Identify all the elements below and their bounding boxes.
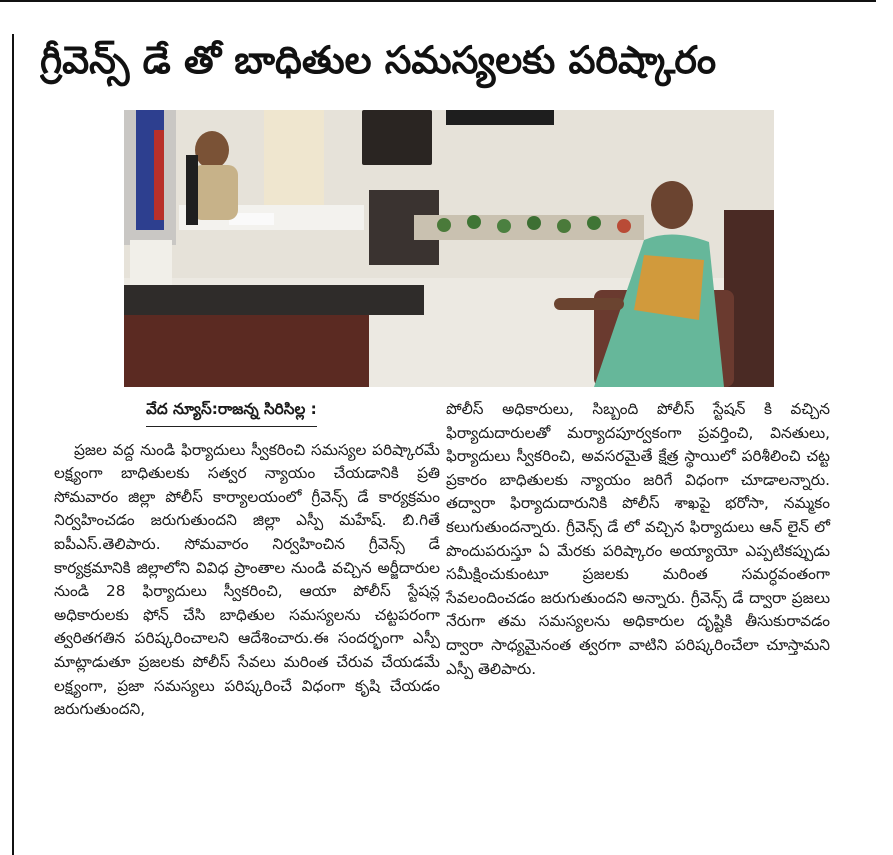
headline: గ్రీవెన్స్ డే తో బాధితుల సమస్యలకు పరిష్కారం (40, 38, 717, 82)
right-paragraph: పోలీస్ అధికారులు, సిబ్బంది పోలీస్ స్టేషన్ కి వచ్చిన ఫిర్యాదుదారులతో మర్యాదపూర్వకంగా ప్రవర్తించి, వినతులు, ఫిర్యాదులు స్వీకరించి, అవసరమైతే క్షేత్ర స్థాయిలో పరిశీలించి చట్ట ప్రకారం బాధితులకు న్యాయం జరిగే విధంగా చూడాలన్నారు. తద్వారా ఫిర్యాదుదారునికి పోలీస్ శాఖపై భరోసా, నమ్మకం కలుగుతుందన్నారు. గ్రీవెన్స్ డే లో వచ్చిన ఫిర్యాదులు ఆన్ లైన్ లో పొందుపరుస్తూ ఏ మేరకు పరిష్కారం అయ్యాయో ఎప్పటికప్పుడు సమీక్షించుకుంటూ ప్రజలకు మరింత సమర్ధవంతంగా సేవలందించడం జరుగుతుందని అన్నారు. గ్రీవెన్స్ డే ద్వారా ప్రజలు నేరుగా తమ సమస్యలను అధికారుల దృష్టికి తీసుకురావడం ద్వారా సాధ్యమైనంత త్వరగా వాటిని పరిష్కరించేలా చూస్తామని ఎస్పీ తెలిపారు. (446, 400, 830, 678)
left-paragraph: ప్రజల వద్ద నుండి ఫిర్యాదులు స్వీకరించి సమస్యల పరిష్కారమే లక్ష్యంగా బాధితులకు సత్వర న్యాయం చేయడానికి ప్రతి సోమవారం జిల్లా పోలీస్ కార్యాలయంలో గ్రీవెన్స్ డే కార్యక్రమం నిర్వహించడం జరుగుతుందని జిల్లా ఎస్పీ మహేష్. బి.గితే ఐపీఎస్.తెలిపారు. సోమవారం నిర్వహించిన గ్రీవెన్స్ డే కార్యక్రమానికి జిల్లాలోని వివిధ ప్రాంతాల నుండి వచ్చిన అర్జీదారుల నుండి 28 ఫిర్యాదులు స్వీకరించి, ఆయా పోలీస్ స్టేషన్ల అధికారులకు ఫోన్ చేసి బాధితుల సమస్యలను చట్టపరంగా త్వరితగతిన పరిష్కరించాలని ఆదేశించారు.ఈ సందర్భంగా ఎస్పీ మాట్లాడుతూ ప్రజలకు పోలీస్ సేవలు మరింత చేరువ చేయడమే లక్ష్యంగా, ప్రజా సమస్యలు పరిష్కరించే విధంగా కృషి చేయడం జరుగుతుందని, (54, 440, 440, 719)
byline: వేద న్యూస్:రాజన్న సిరిసిల్ల : (146, 398, 317, 427)
right-column (446, 398, 830, 681)
news-photo (124, 110, 774, 387)
left-column (54, 398, 440, 722)
column-rule (12, 34, 14, 855)
top-rule (0, 0, 876, 2)
